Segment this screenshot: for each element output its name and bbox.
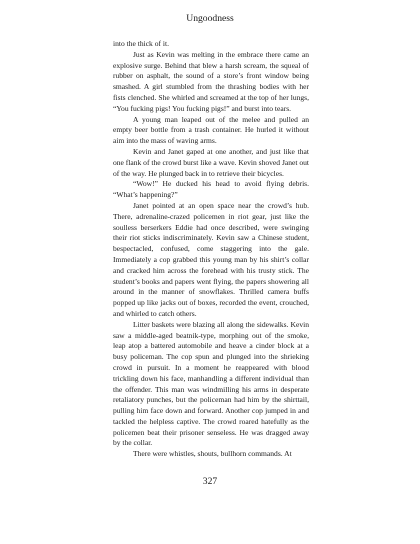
page-number: 327 <box>202 476 218 487</box>
paragraph: Janet pointed at an open space near the crowd’s hub. There, adrenaline-crazed policemen in riot gear, just like the soulless berserkers Eddie had once described, were swinging their riot sticks indiscriminately. Kevin saw a Chinese student, bespectacled, confused, come staggering into the gale. Immediately a cop grabbed this young man by his shirt’s collar and cracked him across the forehead with his trusty stick. The student’s books and papers went flying, the papers showering all around in the manner of snowflakes. Thrilled camera buffs popped up like jacks out of boxes, recorded the event, crouched, and whirled to catch others. <box>113 200 309 318</box>
paragraph: Kevin and Janet gaped at one another, and just like that one flank of the crowd burst like a wave. Kevin shoved Janet out of the way. He plunged back in to retrieve their bicycles. <box>113 146 309 178</box>
running-header: Ungoodness <box>186 13 234 24</box>
body-text <box>113 39 309 460</box>
paragraph: Just as Kevin was melting in the embrace there came an explosive surge. Behind that blew a harsh scream, the squeal of rubber on asphalt, the sound of a store’s front window being smashed. A girl stumbled from the thrashing bodies with her fists clenched. She whirled and screamed at the top of her lungs, “You fucking pigs! You fucking pigs!” and burst into tears. <box>113 49 309 113</box>
paragraph: A young man leaped out of the melee and pulled an empty beer bottle from a trash container. He hurled it without aim into the mass of waving arms. <box>113 114 309 146</box>
paragraph: There were whistles, shouts, bullhorn commands. At <box>133 449 292 459</box>
paragraph: into the thick of it. <box>113 39 169 48</box>
paragraph: “Wow!” He ducked his head to avoid flying debris. “What’s happening?” <box>113 179 309 200</box>
paragraph: Litter baskets were blazing all along the sidewalks. Kevin saw a middle-aged beatnik-type, morphing out of the smoke, leap atop a battered automobile and heave a cinder block at a busy policeman. The cop spun and plunged into the shrieking crowd in pursuit. In a moment he reappeared with blood trickling down his face, manhandling a different individual than the offender. This man was windmilling his arms in desperate retaliatory punches, but the policeman had him by the shirttail, pulling him face down and forward. Another cop jumped in and tackled the helpless captive. The crowd roared hatefully as the policemen beat their prisoner senseless. He was dragged away by the collar. <box>113 319 309 448</box>
